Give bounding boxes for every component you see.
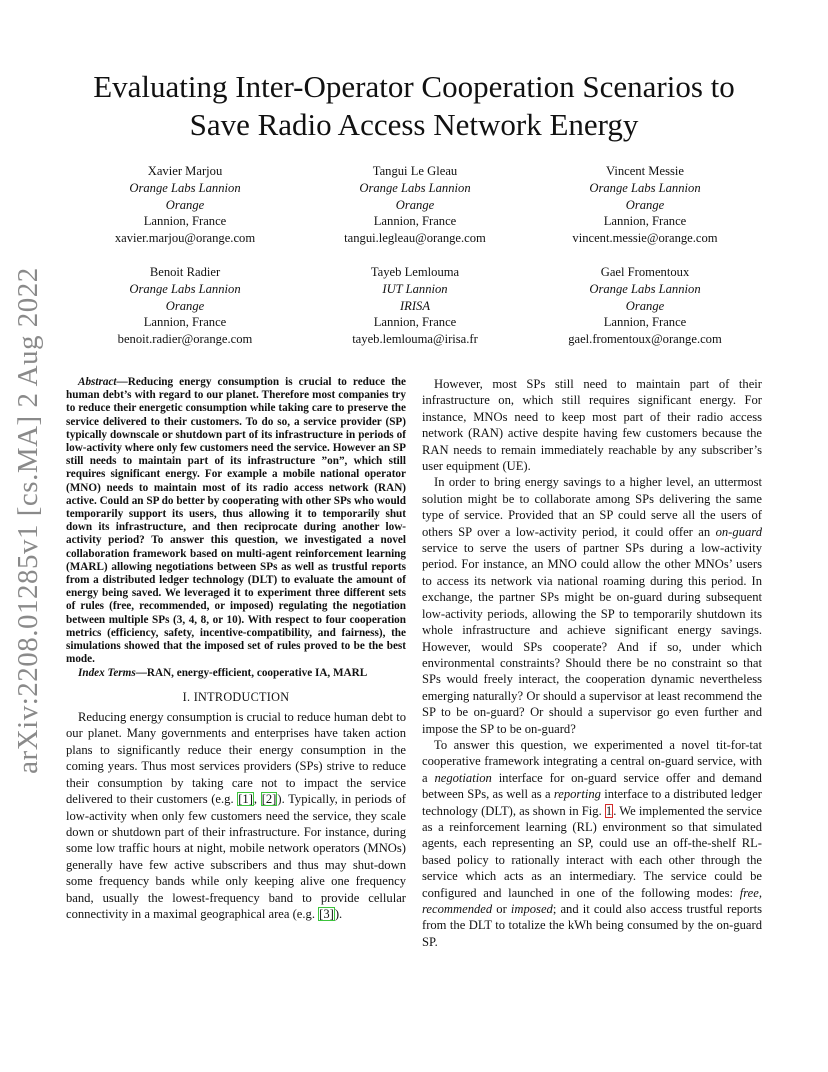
text-run: service to serve the users of partner SPs during a low-activity period. For instance, an MNO could allow the other MNOs’ users to access its network via national roaming during this period. In exchange, the partner SPs might be on-guard during subsequent low-activity periods, allowing the SP to temporarily shutdown its whole infrastructure and achieve significant energy savings. However, would SPs cooperate? And if so, under which environmental constraints? Should there be no constraint so that SPs would freely interact, the cooperation dynamic nevertheless emerging naturally? Or should a supervisor at least recommend the SP to be on-guard? Or should a supervisor go even further and impose the SP to be on-guard? [422, 541, 762, 736]
author-organization: Orange [625, 197, 665, 212]
index-terms-label: Index Terms [78, 667, 136, 680]
emphasis-text: imposed [510, 902, 553, 916]
author-affiliation: Orange Labs Lannion [589, 281, 701, 296]
abstract-text: —Reducing energy consumption is crucial to reduce the human debt’s with regard to our planet. Therefore most companies try to reduce their energetic consumption while taking care to preserve the service delivered to their customers. To do so, a service provider (SP) typically downscale or shutdown part of its infrastructure in periods of low-activity where only few customers need the service. However an SP still needs to maintain part of its infrastructure ”on”, which still requires significant energy. For example a mobile national operator (MNO) needs to maintain most of its radio access network (RAN) active. Could an SP do better by cooperating with other SPs who would temporarily support its users, thus allowing it to temporarily shut down its infrastructure, and then reciprocate during another low-activity period? To answer this question, we investigated a novel collaboration framework based on multi-agent reinforcement learning (MARL) allowing negotiations between SPs as well as trustful reports from a distributed ledger technology (DLT) to evaluate the amount of energy being saved. We leveraged it to experiment three different sets of rules (free, recommended, or imposed) regulating the negotiation between multiple SPs (3, 4, 8, or 10). With respect to four cooperation metrics (efficiency, safety, incentive-compatibility, and fairness), the simulations showed that the imposed set of rules proved to be the best mode. [66, 376, 406, 666]
author-location: Lannion, France [603, 214, 687, 229]
author-email: tangui.legleau@orange.com [344, 231, 486, 246]
abstract-label: Abstract [78, 376, 117, 388]
author-name: Vincent Messie [606, 164, 684, 178]
intro-paragraph-2: However, most SPs still need to maintain part of their infrastructure on, which still requires significant energy. For instance, MNOs need to keep most part of their radio access network (RAN) active despite having few customers because the RAN needs to remain immediately reachable by any subscriber’s user equipment (UE). [422, 377, 762, 474]
author-name: Tangui Le Gleau [372, 164, 458, 178]
text-run: ; and it could also access trustful reports from the DLT to totalize the kWh being consumed by the on-guard SP. [422, 902, 762, 949]
citation-link-1[interactable]: [1] [238, 792, 253, 807]
author-location: Lannion, France [373, 214, 457, 229]
section-title-rest: NTRODUCTION [198, 689, 290, 704]
author-location: Lannion, France [373, 315, 457, 330]
intro-paragraph-4 [422, 737, 762, 950]
intro-paragraph-1 [66, 709, 406, 922]
author-location: Lannion, France [143, 315, 227, 330]
text-run: interface to a distributed ledger technology (DLT), as shown in Fig. [422, 787, 762, 818]
citation-link-3[interactable]: [3] [319, 906, 334, 921]
author-name: Xavier Marjou [147, 164, 223, 178]
text-run: Reducing energy consumption is crucial to reduce human debt to our planet. Many governments and enterprises have taken action plans to significantly reduce their energy consumption in the coming years. Thus most services providers (SPs) strive to reduce their consumption by taking care not to impact the service delivered to their customers (e.g. [66, 710, 406, 807]
index-terms [66, 667, 406, 680]
author-card [70, 264, 300, 348]
section-heading-introduction [66, 689, 406, 705]
author-organization: Orange [165, 298, 205, 313]
author-email: xavier.marjou@orange.com [114, 231, 256, 246]
citation-link-2[interactable]: [2] [261, 792, 277, 807]
emphasis-text: reporting [553, 787, 601, 802]
abstract [66, 376, 406, 666]
text-run: In order to bring energy savings to a higher level, an uttermost solution might be to collaborate among SPs delivering the same type of service. Provided that an SP could serve all the users of others SP over a low-activity period, it could offer an [422, 475, 762, 539]
emphasis-text: negotiation [434, 770, 492, 785]
section-title-first-letter: I [193, 689, 199, 704]
text-run: To answer this question, we experimented a novel tit-for-tat cooperative framework integrating a central on-guard service, with a [422, 737, 762, 785]
section-number: I. [182, 689, 191, 704]
author-organization: IRISA [399, 298, 431, 313]
text-run: , [758, 885, 762, 900]
author-card [530, 264, 760, 348]
text-run: ). [334, 906, 343, 921]
author-email: gael.fromentoux@orange.com [568, 332, 722, 347]
author-email: benoit.radier@orange.com [117, 332, 253, 347]
author-name: Gael Fromentoux [600, 264, 690, 279]
intro-paragraph-3 [422, 474, 762, 737]
author-affiliation: Orange Labs Lannion [129, 281, 241, 296]
author-card [530, 163, 760, 247]
emphasis-text: on-guard [715, 524, 762, 539]
author-email: vincent.messie@orange.com [572, 231, 718, 246]
arxiv-identifier-text: arXiv:2208.01285v1 [cs.MA] 2 Aug 2022 [11, 266, 44, 774]
emphasis-text: recommended [422, 902, 493, 916]
author-card [300, 163, 530, 247]
author-organization: Orange [625, 298, 665, 313]
author-name: Benoit Radier [149, 264, 221, 279]
paper-title: Evaluating Inter-Operator Cooperation Scenarios to Save Radio Access Network Energy [93, 69, 735, 142]
text-run: interface for on-guard service offer and demand between SPs, as well as a [422, 770, 762, 802]
author-block [70, 163, 760, 348]
arxiv-identifier-stamp [6, 266, 50, 774]
author-name: Tayeb Lemlouma [370, 264, 460, 279]
author-affiliation: IUT Lannion [382, 281, 448, 296]
index-terms-text: —RAN, energy-efficient, cooperative IA, MARL [135, 667, 368, 680]
author-card [300, 264, 530, 348]
author-email: tayeb.lemlouma@irisa.fr [352, 332, 478, 347]
author-location: Lannion, France [603, 315, 687, 330]
emphasis-text: free [739, 885, 759, 900]
author-affiliation: Orange Labs Lannion [589, 180, 701, 195]
text-run: , [253, 792, 261, 807]
left-column [66, 376, 406, 922]
figure-reference-link[interactable]: 1 [605, 803, 613, 818]
author-affiliation: Orange Labs Lannion [359, 180, 471, 195]
author-location: Lannion, France [143, 214, 227, 229]
author-affiliation: Orange Labs Lannion [129, 180, 241, 195]
author-organization: Orange [165, 197, 205, 212]
text-run: or [492, 902, 511, 916]
text-run: ). Typically, in periods of low-activity when only few customers need the service, they scale down or shutdown part of their infrastructure. For instance, during some low traffic hours at night, mobile network operators (MNOs) generally have few active subscribers and thus may shut-down some frequency bands while only keeping alive one frequency band, usually the lowest-frequency band to provide cellular connectivity in a maximal geographical area (e.g. [66, 792, 407, 921]
author-organization: Orange [395, 197, 435, 212]
author-card [70, 163, 300, 247]
right-column [422, 376, 762, 950]
text-run: . We implemented the service as a reinforcement learning (RL) environment so that simulated agents, each representing an SP, could use an off-the-shelf RL-based policy to rationally interact with each other through the service which acts as an intermediary. The service could be configured and launched in one of the following modes: [422, 803, 762, 900]
